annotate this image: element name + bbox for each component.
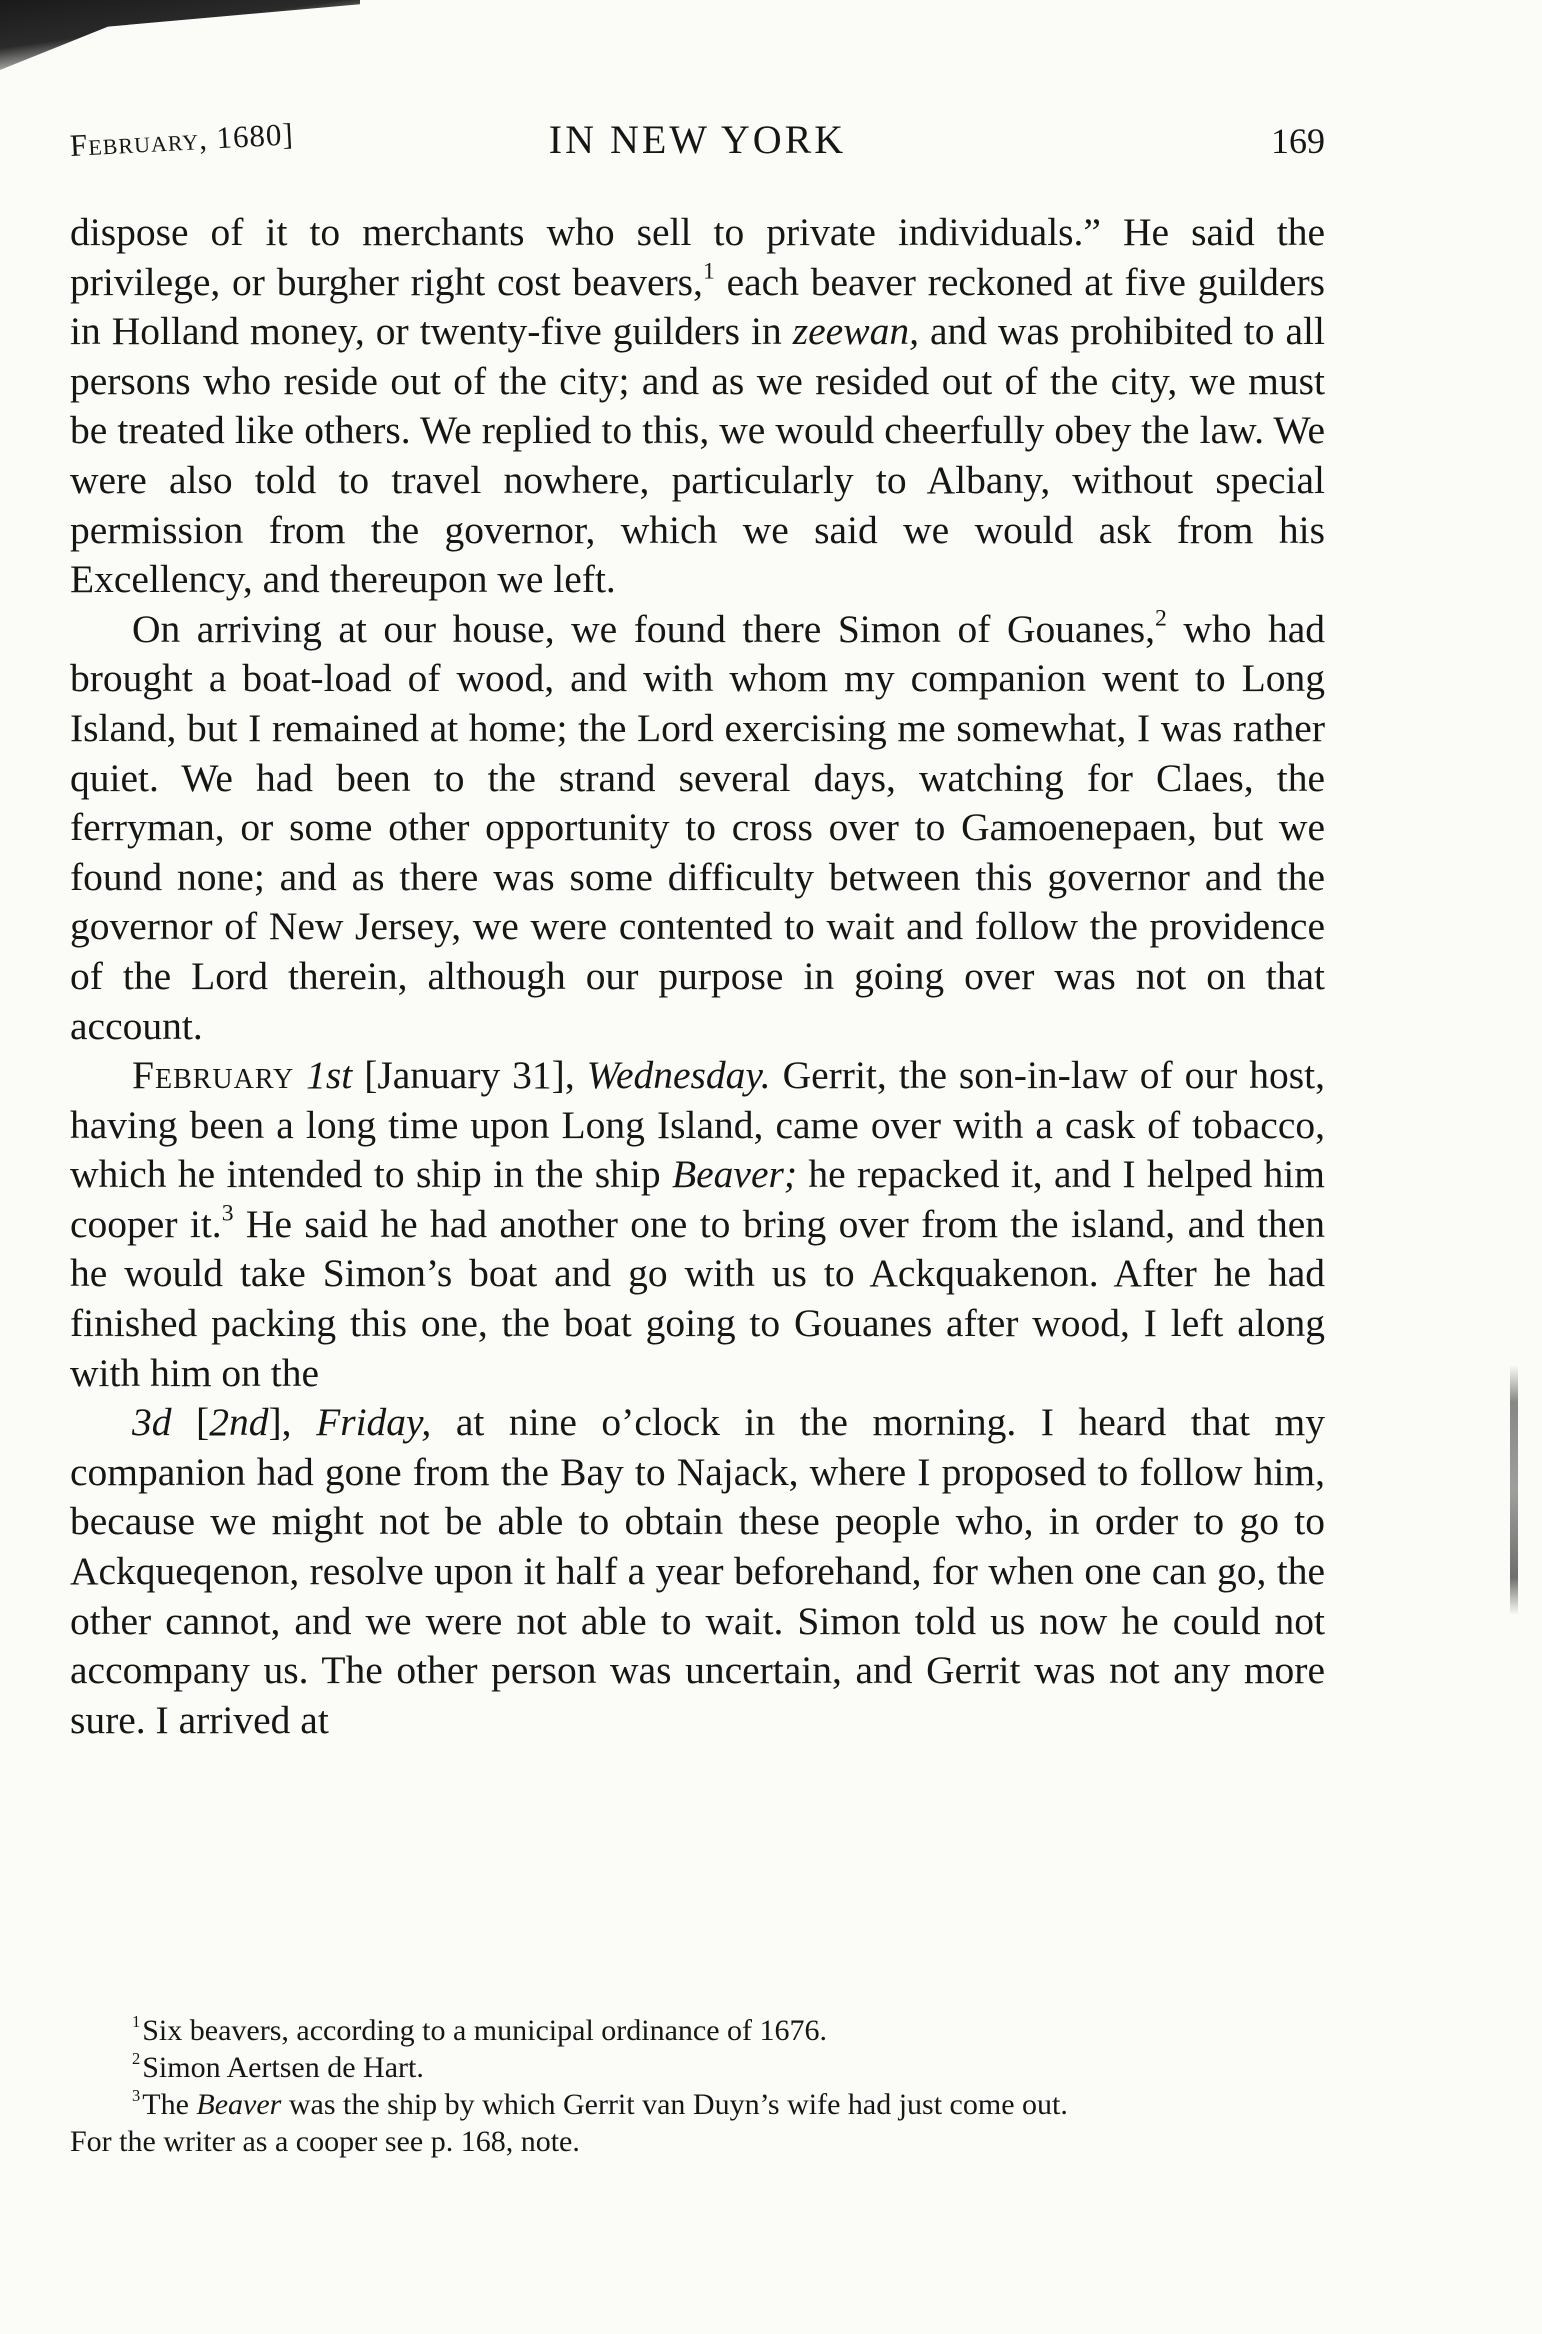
running-head xyxy=(70,110,1325,170)
footnotes xyxy=(70,2012,1325,2160)
paragraph: February 1st [January 31], Wednesday. Gerrit, the son-in-law of our host, having been a long time upon Long Island, came over with a cask of tobacco, which he intended to ship in the ship Beaver; he repacked it, and I helped him cooper it.$^3$ He said he had another one to bring over from the island, and then he would take Simon’s boat and go with us to Ackquakenon. After he had finished packing this one, the boat going to Gouanes after wood, I left along with him on the xyxy=(70,1053,1325,1395)
paragraph: On arriving at our house, we found there Simon of Gouanes,$^2$ who had brought a boat-load of wood, and with whom my companion went to Long Island, but I remained at home; the Lord exercising me somewhat, I was rather quiet. We had been to the strand several days, watching for Claes, the ferryman, or some other opportunity to cross over to Gamoenepaen, but we found none; and as there was some difficulty between this governor and the governor of New Jersey, we were contented to wait and follow the providence of the Lord therein, although our purpose in going over was not on that account. xyxy=(70,605,1325,1048)
entry-date: February xyxy=(132,1053,295,1098)
footnote-ref: 1 xyxy=(702,258,715,285)
running-head-date: February, 1680] xyxy=(69,116,295,163)
scan-shadow xyxy=(0,0,360,70)
footnote-ref: 2 xyxy=(1155,605,1167,632)
paragraph: 3d [2nd], Friday, at nine o’clock in the morning. I heard that my companion had gone from the Bay to Najack, where I proposed to follow him, because we might not be able to obtain these people who, in order to go to Ackqueqenon, resolve upon it half a year beforehand, for when one can go, the other cannot, and we were not able to wait. Simon told us now he could not accompany us. The other person was uncertain, and Gerrit was not any more sure. I arrived at xyxy=(70,1400,1326,1742)
footnote: $^1$Six beavers, according to a municipal ordinance of 1676. xyxy=(132,2011,828,2047)
scan-edge-mark xyxy=(1510,1365,1518,1615)
footnote: $^3$The Beaver was the ship by which Gerrit van Duyn’s wife had just come out. xyxy=(132,2085,1068,2121)
entry-date: 3d xyxy=(132,1400,172,1445)
main-text xyxy=(70,208,1325,1745)
page-number: 169 xyxy=(1271,121,1325,161)
footnote-continuation: For the writer as a cooper see p. 168, note. xyxy=(70,2125,580,2158)
running-head-title: IN NEW YORK xyxy=(548,117,847,162)
footnote-ref: 3 xyxy=(221,1200,234,1227)
paragraph: dispose of it to merchants who sell to private individuals.” He said the privilege, or burgher right cost beavers,$^1$ each beaver reckoned at five guilders in Holland money, or twenty-five guilders in zeewan, and was prohibited to all persons who reside out of the city; and as we resided out of the city, we must be treated like others. We replied to this, we would cheerfully obey the law. We were also told to travel nowhere, particularly to Albany, without special permission from the governor, which we said we would ask from his Excellency, and thereupon we left. xyxy=(70,210,1325,602)
footnote: $^2$Simon Aertsen de Hart. xyxy=(132,2048,424,2084)
